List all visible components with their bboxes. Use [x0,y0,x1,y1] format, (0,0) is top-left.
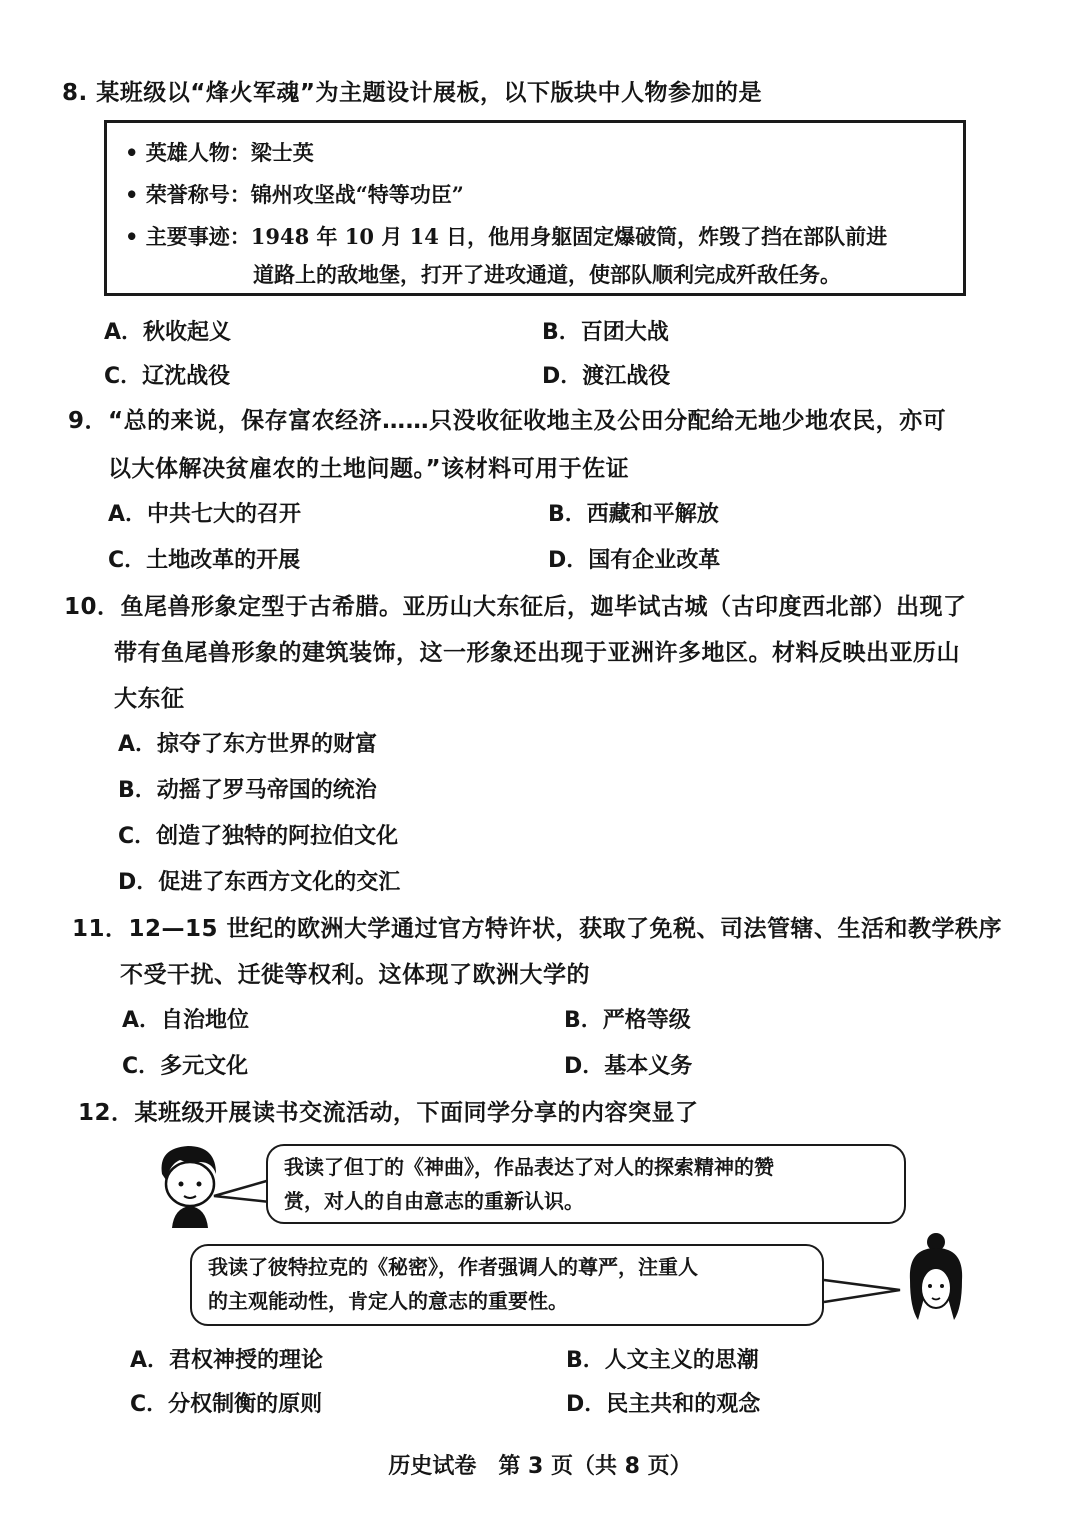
q9-option-c: C．土地改革的开展 [108,548,301,573]
q8-deeds-line2: 道路上的敌地堡，打开了进攻通道，使部队顺利完成歼敌任务。 [253,262,841,287]
q8-option-c: C．辽沈战役 [104,364,231,389]
q11-option-b: B．严格等级 [564,1008,691,1033]
speech-bubble-petrarch [190,1244,824,1326]
bubble2-line1: 我读了彼特拉克的《秘密》，作者强调人的尊严，注重人 [208,1255,698,1279]
q9-stem-line2: 以大体解决贫雇农的土地问题。”该材料可用于佐证 [108,456,630,482]
bubble1-line1: 我读了但丁的《神曲》，作品表达了对人的探索精神的赞 [284,1155,774,1179]
q8-option-a: A．秋收起义 [104,320,232,345]
q11-option-c: C．多元文化 [122,1054,249,1079]
q8-option-d: D．渡江战役 [542,364,671,389]
girl-student-icon [896,1228,976,1338]
q8-deeds-line1: • 主要事迹：1948 年 10 月 14 日，他用身躯固定爆破筒，炸毁了挡在部队前进 [125,224,888,249]
q10-option-b: B．动摇了罗马帝国的统治 [118,778,377,803]
q12-stem: 12．某班级开展读书交流活动，下面同学分享的内容突显了 [78,1100,699,1126]
q8-hero: • 英雄人物：梁士英 [125,140,314,165]
q10-option-a: A．掠夺了东方世界的财富 [118,732,378,757]
page-footer: 历史试卷 第 3 页（共 8 页） [388,1454,692,1479]
q8-honor: • 荣誉称号：锦州攻坚战“特等功臣” [125,182,464,207]
q10-stem-line3: 大东征 [114,686,185,712]
q11-stem-line1: 11．12—15 世纪的欧洲大学通过官方特许状，获取了免税、司法管辖、生活和教学秩序 [72,916,1003,942]
q12-option-d: D．民主共和的观念 [566,1392,761,1417]
q8-stem: 8. 某班级以“烽火军魂”为主题设计展板，以下版块中人物参加的是 [62,80,762,106]
q9-option-a: A．中共七大的召开 [108,502,302,527]
q8-option-b: B．百团大战 [542,320,669,345]
q12-option-a: A．君权神授的理论 [130,1348,324,1373]
q9-option-d: D．国有企业改革 [548,548,721,573]
q10-option-d: D．促进了东西方文化的交汇 [118,870,401,895]
bubble1-tail-icon [212,1178,272,1208]
bubble2-line2: 的主观能动性，肯定人的意志的重要性。 [208,1289,568,1313]
q12-option-c: C．分权制衡的原则 [130,1392,323,1417]
q11-option-d: D．基本义务 [564,1054,693,1079]
q9-option-b: B．西藏和平解放 [548,502,719,527]
q10-option-c: C．创造了独特的阿拉伯文化 [118,824,399,849]
q12-option-b: B．人文主义的思潮 [566,1348,759,1373]
q11-option-a: A．自治地位 [122,1008,250,1033]
bubble1-line2: 赏，对人的自由意志的重新认识。 [284,1189,584,1213]
speech-bubble-dante [266,1144,906,1224]
q8-info-box [104,120,966,296]
q10-stem-line1: 10．鱼尾兽形象定型于古希腊。亚历山大东征后，迦毕试古城（古印度西北部）出现了 [64,594,967,620]
q9-stem-line1: 9．“总的来说，保存富农经济……只没收征收地主及公田分配给无地少地农民，亦可 [68,408,947,434]
bubble2-tail-icon [822,1276,902,1306]
q11-stem-line2: 不受干扰、迁徙等权利。这体现了欧洲大学的 [120,962,590,988]
q10-stem-line2: 带有鱼尾兽形象的建筑装饰，这一形象还出现于亚洲许多地区。材料反映出亚历山 [114,640,960,666]
